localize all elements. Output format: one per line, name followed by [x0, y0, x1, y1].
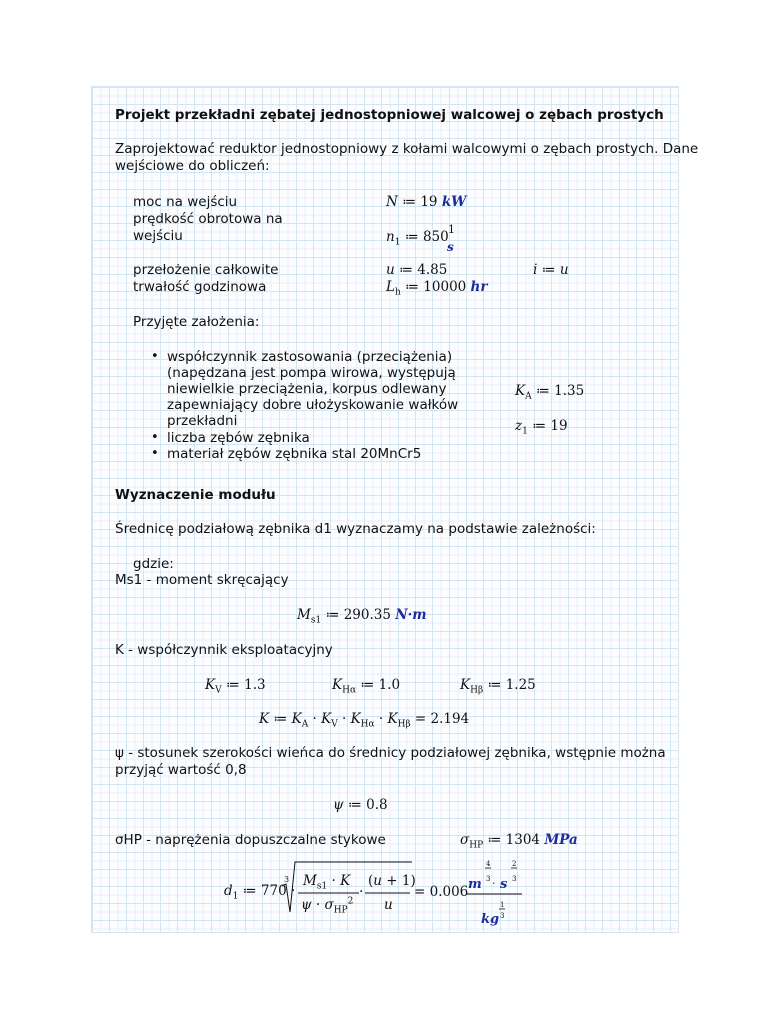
ms1-value: 290.35 — [343, 607, 391, 623]
d1-result: = 0.006 — [414, 884, 469, 900]
K-formula: K ≔ $K_A \cdot K_V \cdot K_{H\alpha} \cdot K_{H\beta} = 2.194$ — [259, 711, 470, 730]
d1-numerator-right: (u + 1) — [368, 873, 416, 889]
intro-line-2: wejściowe do obliczeń: — [115, 158, 270, 174]
svg-text:3: 3 — [512, 875, 517, 883]
KHb-value: 1.25 — [505, 677, 536, 693]
svg-text:kg: kg — [481, 912, 500, 927]
KV-value: 1.3 — [244, 677, 266, 693]
bullet-icon: • — [151, 430, 159, 445]
sigma-unit: MPa — [544, 832, 578, 848]
page-title: Projekt przekładni zębatej jednostopniowej walcowej o zębach prostych — [115, 107, 664, 123]
assumption-item: niewielkie przeciążenia, korpus odlewany — [167, 381, 447, 397]
speed-definition: $n_1$ ≔ 850 — [386, 229, 449, 248]
d1-denominator-right: u — [384, 897, 393, 913]
assumption-item: współczynnik zastosowania (przeciążenia) — [167, 349, 453, 365]
KA-definition: $K_A$ ≔ 1.35 — [515, 383, 585, 402]
svg-text:3: 3 — [486, 875, 491, 883]
power-label: moc na wejściu — [133, 194, 238, 210]
sigma-definition: $\sigma_{HP}$ ≔ 1304 MPa — [460, 832, 578, 851]
KV-definition: $K_V$ ≔ 1.3 — [205, 677, 266, 696]
svg-text:1: 1 — [500, 901, 505, 909]
psi-label-2: przyjąć wartość 0,8 — [115, 762, 247, 778]
KHa-definition: $K_{H\alpha}$ ≔ 1.0 — [332, 677, 401, 696]
KHa-value: 1.0 — [378, 677, 401, 693]
psi-definition: ψ ≔ 0.8 — [333, 797, 388, 813]
z1-value: 19 — [550, 418, 568, 434]
speed-label-1: prędkość obrotowa na — [133, 211, 283, 227]
KA-value: 1.35 — [554, 383, 585, 399]
ms1-unit: N·m — [395, 607, 427, 623]
psi-value: 0.8 — [366, 797, 388, 813]
power-unit: kW — [441, 194, 467, 210]
svg-text:2: 2 — [512, 860, 517, 868]
module-paragraph: Średnicę podziałową zębnika d1 wyznaczamy na podstawie zależności: — [115, 521, 596, 537]
z1-definition: $z_1$ ≔ 19 — [515, 418, 568, 437]
speed-value: 850 — [422, 229, 449, 245]
sigma-label: σHP - naprężenia dopuszczalne stykowe — [115, 832, 386, 848]
d1-denominator-left: $\psi \cdot \sigma_{HP}^2$ — [301, 896, 354, 916]
power-definition: N ≔ 19 kW — [386, 194, 467, 210]
intro-line-1: Zaprojektować reduktor jednostopniowy z kołami walcowymi o zębach prostych. Dane — [115, 141, 699, 157]
svg-text:·: · — [492, 877, 496, 890]
gdzie-label: gdzie: — [133, 556, 174, 572]
k-label: K - współczynnik eksploatacyjny — [115, 642, 333, 658]
module-heading: Wyznaczenie modułu — [115, 487, 276, 503]
assumption-item: materiał zębów zębnika stal 20MnCr5 — [167, 446, 422, 462]
d1-constant: 770 — [260, 883, 287, 899]
svg-text:3: 3 — [500, 912, 505, 920]
psi-label-1: ψ - stosunek szerokości wieńca do średnicy podziałowej zębnika, wstępnie można — [115, 745, 666, 761]
life-label: trwałość godzinowa — [133, 279, 267, 295]
speed-label-2: wejściu — [133, 228, 183, 244]
bullet-icon: • — [151, 349, 159, 364]
ratio-label: przełożenie całkowite — [133, 262, 279, 278]
bullet-icon: • — [151, 446, 159, 461]
d1-numerator-left: $M_{s1} \cdot K$ — [303, 873, 351, 892]
d1-value: 0.006 — [429, 884, 469, 900]
life-definition: $L_h$ ≔ 10000 hr — [386, 279, 488, 298]
ms1-definition: $M_{s1}$ ≔ 290.35 N·m — [297, 607, 427, 626]
assumptions-heading: Przyjęte założenia: — [133, 314, 260, 330]
svg-text:s: s — [500, 877, 508, 892]
multiply-dot: · — [359, 884, 364, 900]
ratio-value: 4.85 — [417, 262, 448, 278]
KHb-definition: $K_{H\beta}$ ≔ 1.25 — [460, 677, 536, 696]
power-value: 19 — [420, 194, 438, 210]
sigma-value: 1304 — [505, 832, 541, 848]
life-unit: hr — [470, 279, 488, 295]
ms1-label: Ms1 - moment skręcający — [115, 572, 289, 588]
speed-unit-numerator: 1 — [448, 223, 455, 236]
assumption-item: przekładni — [167, 413, 238, 429]
ratio-definition: u ≔ 4.85 — [386, 262, 448, 278]
i-definition: i ≔ u — [533, 262, 569, 278]
d1-lhs: $d_1$ ≔ 770 · — [224, 883, 296, 902]
svg-text:3: 3 — [284, 875, 290, 884]
assumption-item: liczba zębów zębnika — [167, 430, 310, 446]
life-value: 10000 — [423, 279, 467, 295]
K-result: 2.194 — [430, 711, 470, 727]
svg-text:4: 4 — [486, 860, 491, 868]
svg-text:m: m — [468, 877, 482, 892]
assumption-item: zapewniający dobre ułożyskowanie wałków — [167, 397, 459, 413]
assumption-item: (napędzana jest pompa wirowa, występują — [167, 365, 456, 381]
speed-unit-denominator: s — [447, 240, 454, 254]
